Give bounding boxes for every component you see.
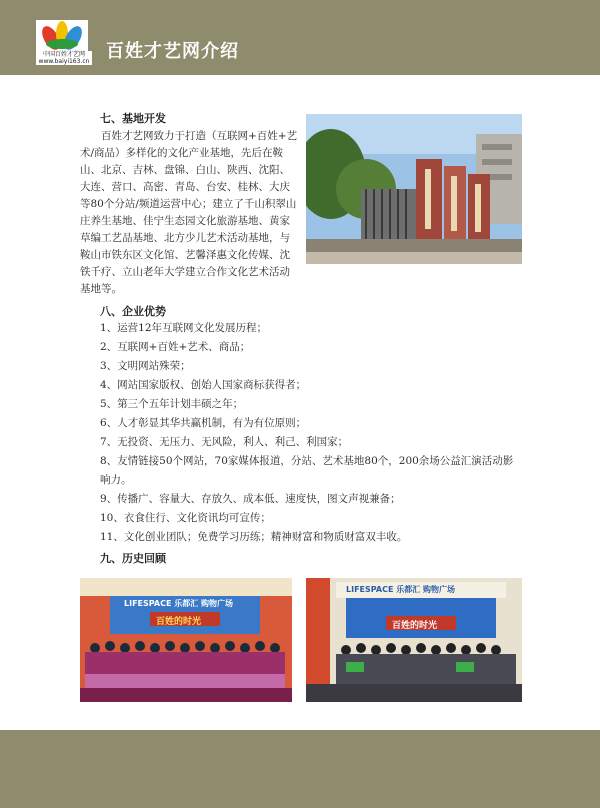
banner-text-left: LIFESPACE 乐都汇 购物广场 [124,599,233,608]
list-item: 2、互联网+百姓+艺术、商品； [100,341,251,353]
list-item: 6、人才彰显其华共赢机制，有为有位原则； [100,417,307,429]
base-gate-photo [306,114,522,264]
logo-petals-icon [36,20,88,54]
footer-band [0,730,600,808]
page-title: 百姓才艺网介绍 [106,41,239,62]
history-photo-right [306,578,522,702]
logo-caption [36,51,92,65]
list-item: 8、友情链接50个网站，70家媒体报道，分站、艺术基地80个，200余场公益汇演活动影响力。 [100,455,514,486]
logo-caption-name: 中国百姓才艺网 [42,51,85,58]
list-item: 9、传播广、容量大、存放久、成本低、速度快，图文声视兼备； [100,493,401,505]
stage-text-right: 百姓的时光 [392,621,438,631]
section8-title: 八、企业优势 [100,305,166,318]
header-band [0,0,600,75]
advantages-list [100,319,520,547]
section7-paragraph: 百姓才艺网致力于打造（互联网+百姓+艺术/商品）多样化的文化产业基地，先后在鞍山、北京、吉林、盘锦、白山、陕西、沈阳、大连、营口、高密、青岛、台安、桂林、大庆等80个分站/频道运营中心；建立了千山积翠山庄养生基地、佳宁生态园文化旅游基地、黄家草编工艺品基地、北方少儿艺术活动基地，与鞍山市铁东区文化馆、艺馨泽惠文化传媒、沈铁千疗、立山老年大学建立合作文化艺术活动基地等。 [80,130,298,295]
list-item: 1、运营12年互联网文化发展历程； [100,322,268,334]
list-item: 5、第三个五年计划丰硕之年； [100,398,244,410]
section7-title: 七、基地开发 [100,112,166,125]
list-item: 3、文明网站殊荣； [100,360,191,372]
list-item: 10、衣食住行、文化资讯均可宣传； [100,512,271,524]
logo-caption-url: www.baiyi163.cn [38,58,90,65]
history-photo-left [80,578,292,702]
list-item: 4、网站国家版权、创始人国家商标获得者； [100,379,307,391]
list-item: 11、文化创业团队；免费学习历练；精神财富和物质财富双丰收。 [100,531,408,543]
list-item: 7、无投资、无压力、无风险，利人、利己、利国家； [100,436,349,448]
section9-title: 九、历史回顾 [100,552,166,565]
banner-text-right: LIFESPACE 乐都汇 购物广场 [346,585,455,594]
stage-text-left: 百姓的时光 [156,617,202,627]
